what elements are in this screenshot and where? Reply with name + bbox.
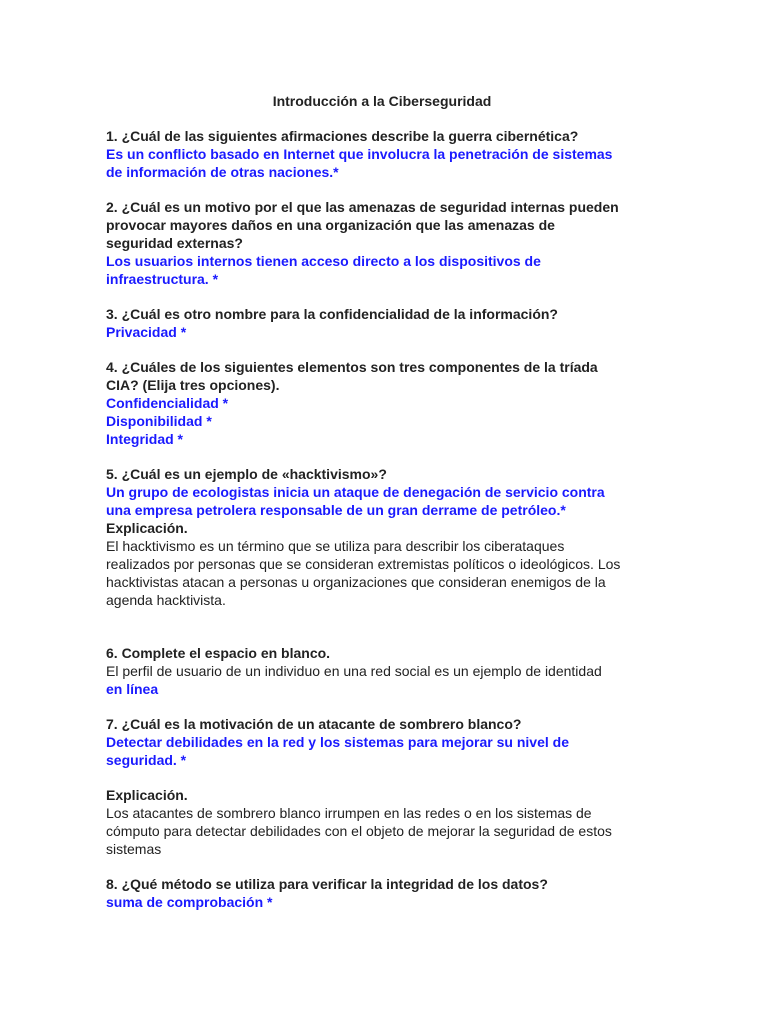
answer-text: Privacidad * <box>106 324 187 340</box>
question-text: 6. Complete el espacio en blanco. <box>106 645 331 661</box>
document-page <box>106 92 666 928</box>
question-block-3 <box>106 305 666 341</box>
question-block-6 <box>106 644 666 698</box>
explanation-text: Los atacantes de sombrero blanco irrumpen en las redes o en los sistemas de <box>106 805 592 821</box>
answer-text: Detectar debilidades en la red y los sistemas para mejorar su nivel de <box>106 734 569 750</box>
explanation-block-7 <box>106 786 666 858</box>
question-block-8 <box>106 875 666 911</box>
explanation-text: sistemas <box>106 841 162 857</box>
answer-text: en línea <box>106 681 159 697</box>
question-text: 4. ¿Cuáles de los siguientes elementos son tres componentes de la tríada <box>106 359 598 375</box>
explanation-heading: Explicación. <box>106 787 188 803</box>
explanation-text: agenda hacktivista. <box>106 592 226 608</box>
answer-text: de información de otras naciones.* <box>106 164 339 180</box>
answer-text: Es un conflicto basado en Internet que involucra la penetración de sistemas <box>106 146 613 162</box>
question-text: seguridad externas? <box>106 235 243 251</box>
question-text: 7. ¿Cuál es la motivación de un atacante de sombrero blanco? <box>106 716 522 732</box>
question-block-7 <box>106 715 666 769</box>
question-text: CIA? (Elija tres opciones). <box>106 377 280 393</box>
answer-text: Integridad * <box>106 431 184 447</box>
explanation-text: hacktivistas atacan a personas u organizaciones que consideran enemigos de la <box>106 574 606 590</box>
question-text: 2. ¿Cuál es un motivo por el que las amenazas de seguridad internas pueden <box>106 199 619 215</box>
page-title: Introducción a la Ciberseguridad <box>272 93 492 109</box>
answer-text: Confidencialidad * <box>106 395 229 411</box>
question-block-2 <box>106 198 666 288</box>
question-text: provocar mayores daños en una organización que las amenazas de <box>106 217 555 233</box>
answer-text: Disponibilidad * <box>106 413 212 429</box>
answer-text: una empresa petrolera responsable de un gran derrame de petróleo.* <box>106 502 566 518</box>
question-block-1 <box>106 127 666 181</box>
explanation-text: El hacktivismo es un término que se utiliza para describir los ciberataques <box>106 538 565 554</box>
explanation-heading: Explicación. <box>106 520 188 536</box>
question-text: 1. ¿Cuál de las siguientes afirmaciones describe la guerra cibernética? <box>106 128 579 144</box>
question-text: 5. ¿Cuál es un ejemplo de «hacktivismo»? <box>106 466 387 482</box>
explanation-text: realizados por personas que se consideran extremistas políticos o ideológicos. Los <box>106 556 621 572</box>
question-block-5 <box>106 465 666 609</box>
answer-text: Un grupo de ecologistas inicia un ataque de denegación de servicio contra <box>106 484 605 500</box>
answer-text: suma de comprobación * <box>106 894 273 910</box>
explanation-text: cómputo para detectar debilidades con el objeto de mejorar la seguridad de estos <box>106 823 612 839</box>
answer-text: seguridad. * <box>106 752 187 768</box>
prompt-text: El perfil de usuario de un individuo en una red social es un ejemplo de identidad <box>106 663 602 679</box>
question-text: 3. ¿Cuál es otro nombre para la confidencialidad de la información? <box>106 306 558 322</box>
answer-text: Los usuarios internos tienen acceso directo a los dispositivos de <box>106 253 541 269</box>
question-block-4 <box>106 358 666 448</box>
question-text: 8. ¿Qué método se utiliza para verificar la integridad de los datos? <box>106 876 548 892</box>
answer-text: infraestructura. * <box>106 271 219 287</box>
